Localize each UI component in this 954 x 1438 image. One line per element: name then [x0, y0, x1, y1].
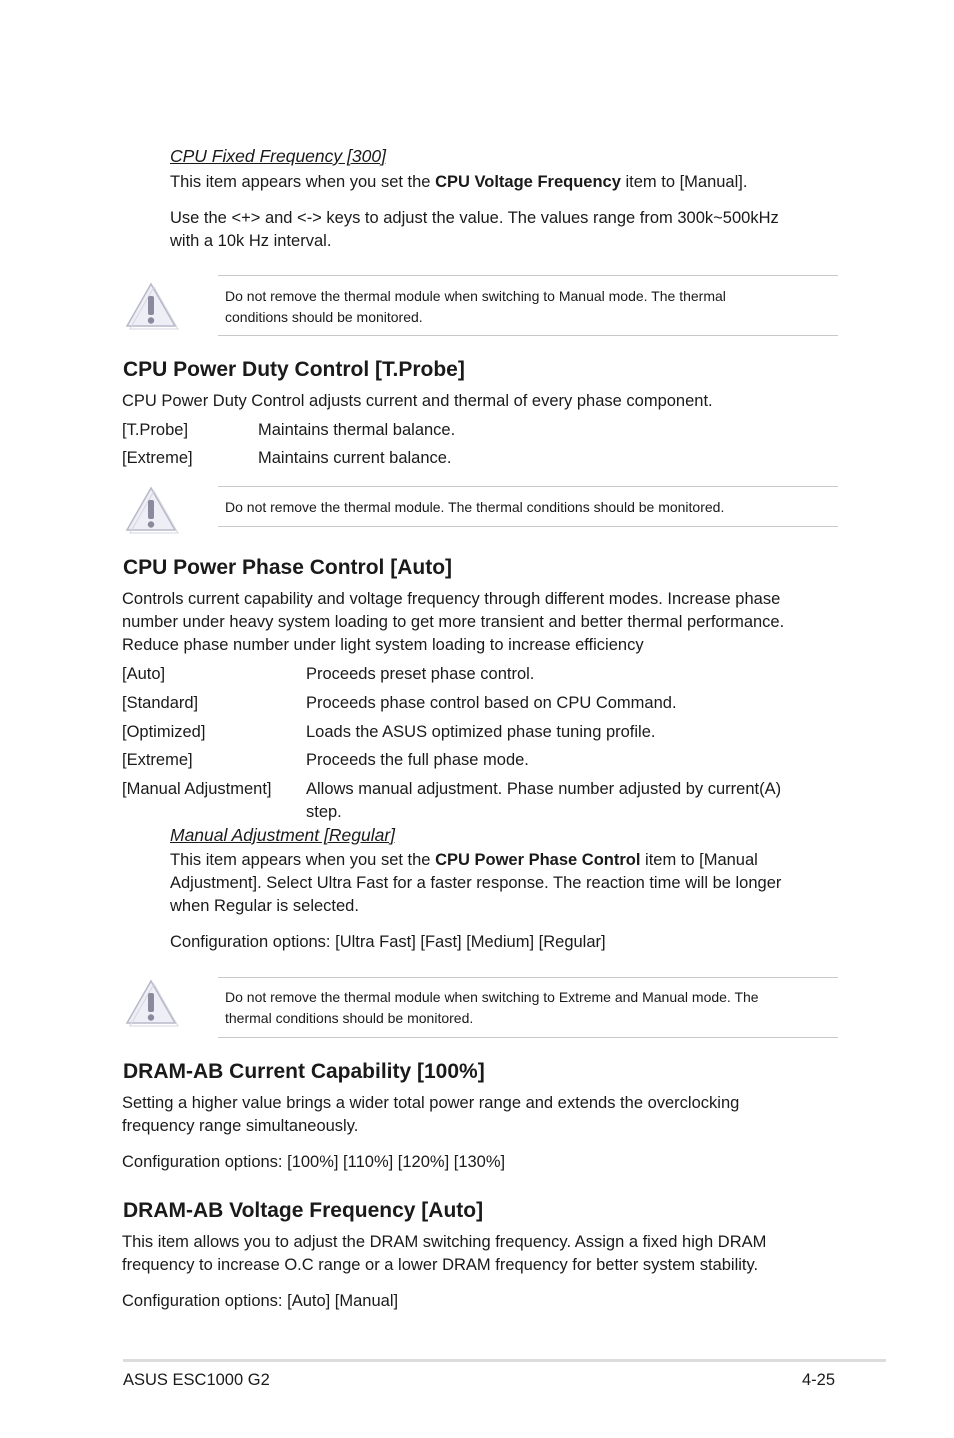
dram-current-text [122, 1092, 739, 1138]
para-line: Setting a higher value brings a wider total power range and extends the overclocking [122, 1094, 740, 1112]
dram-current-heading: DRAM-AB Current Capability [100%] [123, 1060, 485, 1083]
para-line: frequency range simultaneously. [122, 1117, 359, 1135]
option-key: [Auto] [122, 665, 166, 683]
option-desc: Proceeds the full phase mode. [306, 751, 529, 769]
bold-term: CPU Power Phase Control [435, 851, 641, 869]
manual-adjustment-title: Manual Adjustment [Regular] [170, 825, 396, 845]
para-line: number under heavy system loading to get more transient and better thermal performance. [122, 613, 785, 631]
warning-icon [123, 978, 179, 1028]
note-line: conditions should be monitored. [225, 309, 423, 325]
para-line: with a 10k Hz interval. [170, 232, 332, 250]
warning-icon [123, 281, 179, 331]
option-key: [Standard] [122, 694, 199, 712]
line-text: item to [Manual [640, 851, 758, 869]
dram-voltage-text [122, 1231, 766, 1277]
para-line: when Regular is selected. [170, 897, 359, 915]
option-desc: Maintains thermal balance. [258, 421, 456, 439]
option-key: [Optimized] [122, 723, 206, 741]
note-bottom-rule [218, 1037, 838, 1038]
line-text: item to [Manual]. [620, 173, 748, 191]
note-bottom-rule [218, 526, 838, 527]
note1-text [225, 286, 726, 328]
dram-voltage-heading: DRAM-AB Voltage Frequency [Auto] [123, 1199, 484, 1222]
cpu-fixed-frequency-title: CPU Fixed Frequency [300] [170, 146, 386, 166]
para-line: frequency to increase O.C range or a lower DRAM frequency for better system stability. [122, 1256, 759, 1274]
option-key: [Manual Adjustment] [122, 780, 272, 798]
line-text: This item appears when you set the [170, 851, 436, 869]
cpu-fixed-frequency-line1 [170, 171, 747, 194]
note3-text [225, 987, 759, 1029]
footer-page-number: 4-25 [802, 1371, 836, 1389]
option-key: [Extreme] [122, 449, 193, 467]
line-text: This item appears when you set the [170, 173, 436, 191]
note-line: thermal conditions should be monitored. [225, 1010, 474, 1026]
note-top-rule [218, 275, 838, 276]
para-line: Use the <+> and <-> keys to adjust the value. The values range from 300k~500kHz [170, 209, 779, 227]
option-desc-line: Allows manual adjustment. Phase number adjusted by current(A) [306, 780, 782, 798]
note-top-rule [218, 977, 838, 978]
para-line: This item allows you to adjust the DRAM switching frequency. Assign a fixed high DRAM [122, 1233, 767, 1251]
note-line: Do not remove the thermal module when switching to Manual mode. The thermal [225, 288, 726, 304]
note-top-rule [218, 486, 838, 487]
cpu-power-duty-description: CPU Power Duty Control adjusts current and thermal of every phase component. [122, 392, 713, 410]
para-line [170, 849, 781, 872]
warning-icon [123, 485, 179, 535]
option-desc: Proceeds phase control based on CPU Command. [306, 694, 677, 712]
option-key: [T.Probe] [122, 421, 189, 439]
dram-current-config: Configuration options: [100%] [110%] [120%] [130%] [122, 1153, 506, 1171]
footer-rule [123, 1359, 886, 1362]
option-desc-line: step. [306, 803, 342, 821]
note-line: Do not remove the thermal module when switching to Extreme and Manual mode. The [225, 989, 759, 1005]
footer-product: ASUS ESC1000 G2 [123, 1371, 270, 1389]
dram-voltage-config: Configuration options: [Auto] [Manual] [122, 1292, 399, 1310]
cpu-fixed-frequency-para2 [170, 207, 779, 253]
note-bottom-rule [218, 335, 838, 336]
cpu-power-phase-heading: CPU Power Phase Control [Auto] [123, 556, 453, 579]
para-line: Controls current capability and voltage frequency through different modes. Increase phase [122, 590, 781, 608]
note2-text: Do not remove the thermal module. The thermal conditions should be monitored. [225, 499, 725, 515]
option-desc: Loads the ASUS optimized phase tuning profile. [306, 723, 656, 741]
option-desc: Maintains current balance. [258, 449, 452, 467]
cpu-power-phase-description [122, 588, 784, 657]
manual-adjustment-config: Configuration options: [Ultra Fast] [Fast] [Medium] [Regular] [170, 933, 606, 951]
option-key: [Extreme] [122, 751, 193, 769]
option-desc [306, 778, 781, 824]
cpu-power-duty-heading: CPU Power Duty Control [T.Probe] [123, 358, 465, 381]
para-line: Reduce phase number under light system loading to increase efficiency [122, 636, 644, 654]
manual-adjustment-text [170, 849, 781, 918]
option-desc: Proceeds preset phase control. [306, 665, 535, 683]
para-line: Adjustment]. Select Ultra Fast for a faster response. The reaction time will be longer [170, 874, 782, 892]
bold-term: CPU Voltage Frequency [435, 173, 621, 191]
